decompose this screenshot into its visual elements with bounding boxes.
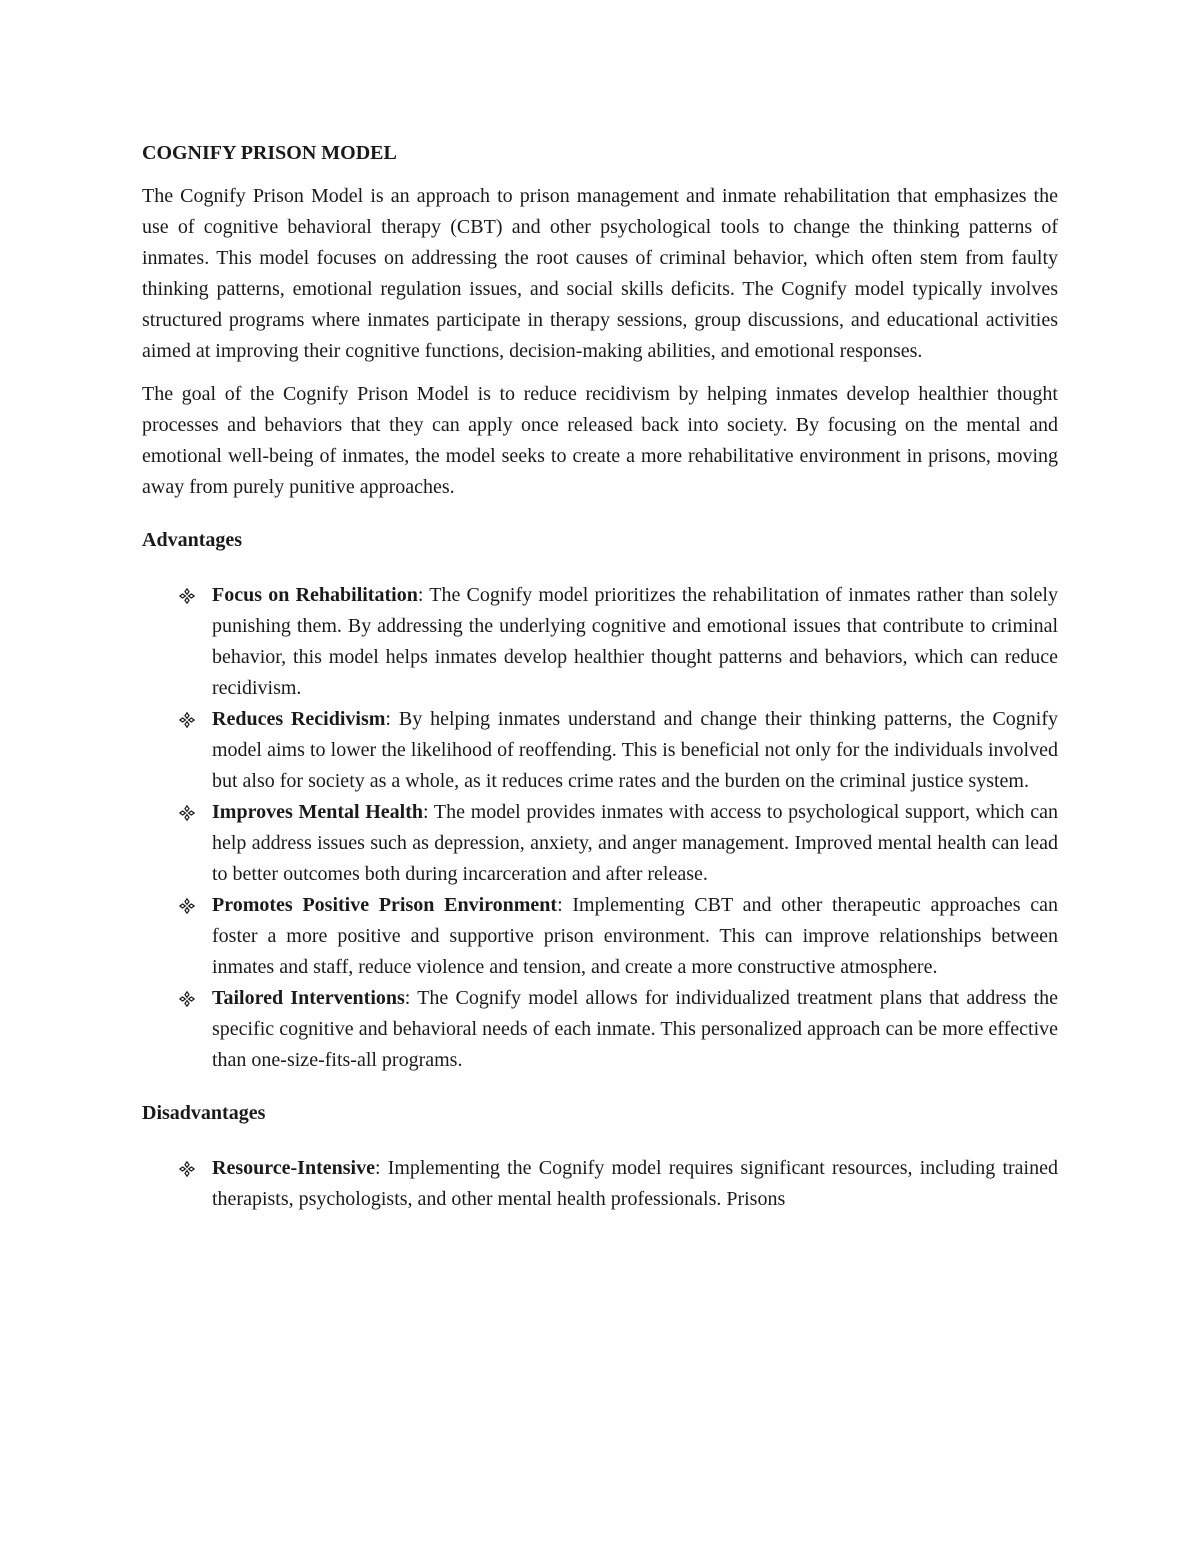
four-diamond-star-icon bbox=[177, 1153, 197, 1184]
list-item bbox=[142, 704, 1058, 797]
list-item bbox=[142, 580, 1058, 704]
document-title: COGNIFY PRISON MODEL bbox=[142, 142, 397, 164]
four-diamond-star-icon bbox=[177, 890, 197, 921]
four-diamond-star-icon bbox=[177, 580, 197, 611]
bullet-text: : The Cognify model prioritizes the rehabilitation of inmates rather than solely punishing them. By addressing the underlying cognitive and emotional issues that contribute to criminal behavior, this model helps inmates develop healthier thought patterns and behaviors, which can reduce recidivism. bbox=[212, 584, 1058, 699]
bullet-term: Resource-Intensive bbox=[212, 1157, 375, 1179]
bullet-term: Improves Mental Health bbox=[212, 801, 424, 823]
bullet-text: : The Cognify model allows for individualized treatment plans that address the specific cognitive and behavioral needs of each inmate. This personalized approach can be more effective than one-size-fits-all programs. bbox=[212, 987, 1058, 1071]
bullet-term: Focus on Rehabilitation bbox=[212, 584, 418, 606]
bullet-text: : Implementing the Cognify model requires significant resources, including trained therapists, psychologists, and other mental health professionals. Prisons bbox=[212, 1157, 1058, 1210]
bullet-term: Promotes Positive Prison Environment bbox=[212, 894, 558, 916]
bullet-term: Reduces Recidivism bbox=[212, 708, 386, 730]
list-item bbox=[142, 797, 1058, 890]
list-item bbox=[142, 890, 1058, 983]
document-page bbox=[142, 138, 1058, 1215]
goal-paragraph: The goal of the Cognify Prison Model is to reduce recidivism by helping inmates develop healthier thought processes and behaviors that they can apply once released back into society. By focusing on the mental and emotional well-being of inmates, the model seeks to create a more rehabilitative environment in prisons, moving away from purely punitive approaches. bbox=[142, 383, 1058, 498]
list-item bbox=[142, 1153, 1058, 1215]
advantages-heading: Advantages bbox=[142, 529, 243, 551]
four-diamond-star-icon bbox=[177, 704, 197, 735]
list-item bbox=[142, 983, 1058, 1076]
advantages-list bbox=[142, 580, 1058, 1076]
four-diamond-star-icon bbox=[177, 797, 197, 828]
four-diamond-star-icon bbox=[177, 983, 197, 1014]
bullet-text: : The model provides inmates with access to psychological support, which can help address issues such as depression, anxiety, and anger management. Improved mental health can lead to better outcomes both during incarceration and after release. bbox=[212, 801, 1059, 885]
bullet-text: : By helping inmates understand and change their thinking patterns, the Cognify model aims to lower the likelihood of reoffending. This is beneficial not only for the individuals involved but also for society as a whole, as it reduces crime rates and the burden on the criminal justice system. bbox=[212, 708, 1058, 792]
bullet-term: Tailored Interventions bbox=[212, 987, 405, 1009]
bullet-text: : Implementing CBT and other therapeutic approaches can foster a more positive and supportive prison environment. This can improve relationships between inmates and staff, reduce violence and tension, and create a more constructive atmosphere. bbox=[212, 894, 1058, 978]
disadvantages-list bbox=[142, 1153, 1058, 1215]
disadvantages-heading: Disadvantages bbox=[142, 1102, 266, 1124]
intro-paragraph: The Cognify Prison Model is an approach to prison management and inmate rehabilitation that emphasizes the use of cognitive behavioral therapy (CBT) and other psychological tools to change the thinking patterns of inmates. This model focuses on addressing the root causes of criminal behavior, which often stem from faulty thinking patterns, emotional regulation issues, and social skills deficits. The Cognify model typically involves structured programs where inmates participate in therapy sessions, group discussions, and educational activities aimed at improving their cognitive functions, decision-making abilities, and emotional responses. bbox=[142, 185, 1058, 362]
